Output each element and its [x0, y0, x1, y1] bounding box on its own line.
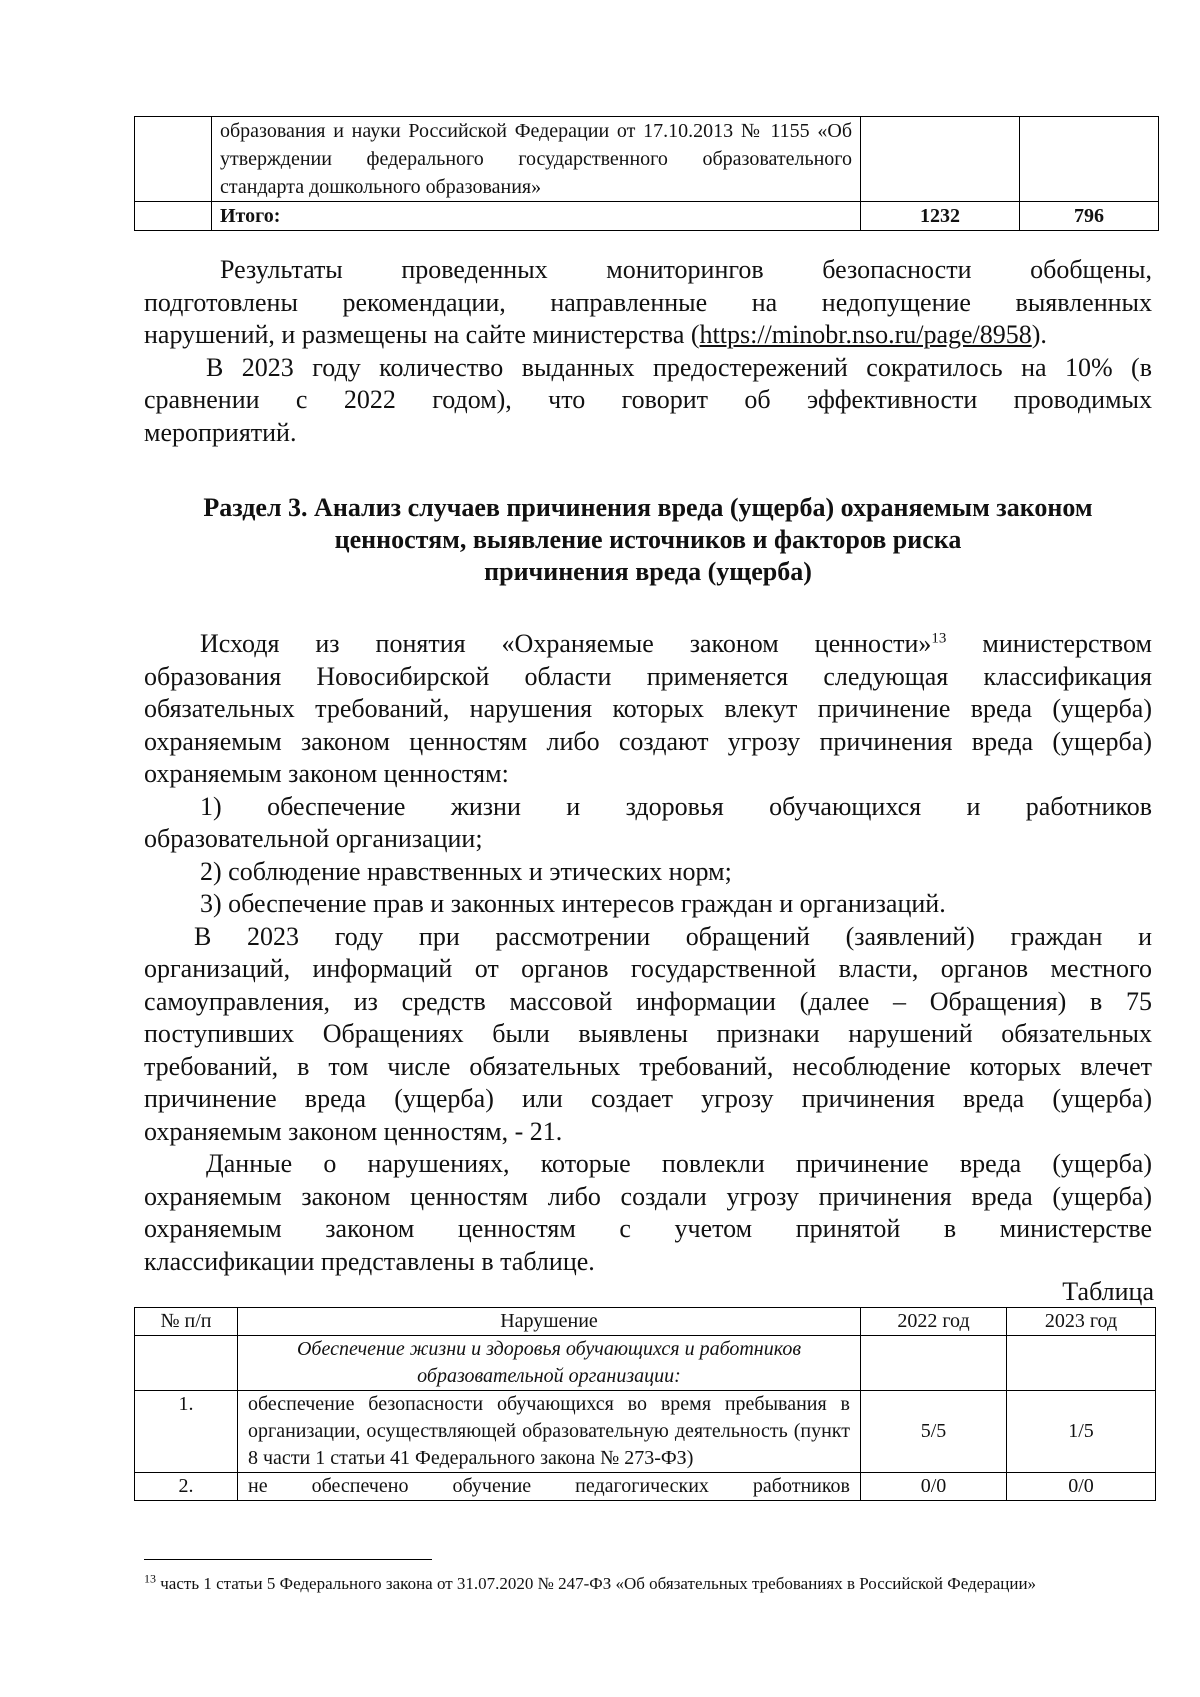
para3-line: образования Новосибирской области применяется следующая классификация: [144, 661, 1152, 691]
para1-last-line: [144, 319, 1152, 352]
table-subheader-row: [135, 1336, 1156, 1391]
para2-line: В 2023 году количество выданных предостережений сократилось на 10% (в: [206, 352, 1152, 382]
para1-text: нарушений, и размещены на сайте министерства (: [144, 320, 700, 349]
para4-line: В 2023 году при рассмотрении обращений (заявлений) граждан и: [194, 921, 1152, 951]
para1-text-end: ).: [1031, 320, 1047, 349]
footnote: [144, 1572, 1152, 1596]
para4-line: поступивших Обращениях были выявлены признаки нарушений обязательных: [144, 1019, 1152, 1048]
table-cell-empty: [135, 117, 212, 202]
table-row: [135, 117, 1159, 202]
para3-line: охраняемым законом ценностям либо создают угрозу причинения вреда (ущерба): [144, 726, 1152, 756]
para4-line: охраняемым законом ценностям, - 21.: [144, 1116, 563, 1146]
footnote-separator: [144, 1559, 432, 1560]
list-item-2: 2) соблюдение нравственных и этических норм;: [200, 856, 732, 886]
table-row-total: [135, 202, 1159, 231]
table-row: [135, 1391, 1156, 1473]
top-summary-table: [134, 116, 1159, 231]
table-caption: Таблица: [1062, 1277, 1154, 1306]
list-item-1: 1) обеспечение жизни и здоровья обучающихся и работников: [200, 791, 1152, 821]
table-cell-continued-text: образования и науки Российской Федерации от 17.10.2013 № 1155 «Об утверждении федерального государственного образовательного стандарта дошкольного образования»: [212, 117, 861, 202]
para1-line: Результаты проведенных мониторингов безопасности обобщены,: [220, 255, 1152, 284]
subheader-category: Обеспечение жизни и здоровья обучающихся и работников образовательной организации:: [238, 1336, 861, 1391]
section-heading-line: ценностям, выявление источников и факторов риска: [334, 525, 962, 554]
table-cell-empty: [1020, 117, 1159, 202]
para3-line: обязательных требований, нарушения которых влекут причинение вреда (ущерба): [144, 694, 1152, 723]
para5-line: классификации представлены в таблице.: [144, 1246, 595, 1276]
row-violation: не обеспечено обучение педагогических работников: [238, 1473, 861, 1501]
table-cell-empty: [861, 117, 1020, 202]
para3-text-end: министерством: [946, 629, 1152, 658]
para3-line: охраняемым законом ценностям:: [144, 759, 509, 788]
para3-text: Исходя из понятия «Охраняемые законом ценности»: [200, 629, 932, 658]
para3-first-line: [144, 628, 1152, 661]
header-num: № п/п: [135, 1308, 238, 1336]
table-cell-empty: [135, 202, 212, 231]
para4-line: самоуправления, из средств массовой информации (далее – Обращения) в 75: [144, 986, 1152, 1016]
footnote-text: часть 1 статьи 5 Федерального закона от 31.07.2020 № 247-ФЗ «Об обязательных требованиях в Российской Федерации»: [156, 1574, 1037, 1593]
footnote-ref[interactable]: 13: [931, 630, 947, 647]
section-heading-line: Раздел 3. Анализ случаев причинения вреда (ущерба) охраняемым законом: [203, 493, 1093, 522]
row-2023: 0/0: [1007, 1473, 1156, 1501]
table-header-row: [135, 1308, 1156, 1336]
para1-line: подготовлены рекомендации, направленные на недопущение выявленных: [144, 287, 1152, 317]
para2-line: сравнении с 2022 годом), что говорит об эффективности проводимых: [144, 385, 1152, 414]
para4-line: требований, в том числе обязательных требований, несоблюдение которых влечет: [144, 1051, 1152, 1081]
footnote-number: 13: [144, 1571, 156, 1586]
table-cell-empty: [135, 1336, 238, 1391]
para4-line: причинение вреда (ущерба) или создает угрозу причинения вреда (ущерба): [144, 1084, 1152, 1113]
total-2023: 796: [1020, 202, 1159, 231]
table-cell-empty: [1007, 1336, 1156, 1391]
para4-line: организаций, информаций от органов государственной власти, органов местного: [144, 954, 1152, 983]
body-text-main: [144, 628, 1152, 1278]
row-violation: [238, 1391, 861, 1473]
row-2023: 1/5: [1007, 1391, 1156, 1473]
ministry-site-link[interactable]: https://minobr.nso.ru/page/8958: [699, 320, 1032, 349]
para5-line: охраняемым законом ценностям с учетом принятой в министерстве: [144, 1214, 1152, 1243]
para5-line: Данные о нарушениях, которые повлекли причинение вреда (ущерба): [206, 1149, 1152, 1178]
table-cell-empty: [861, 1336, 1007, 1391]
para5-line: охраняемым законом ценностям либо создали угрозу причинения вреда (ущерба): [144, 1181, 1152, 1211]
violations-table: [134, 1307, 1156, 1501]
total-2022: 1232: [861, 202, 1020, 231]
row-violation-text: обеспечение безопасности обучающихся во время пребывания в организации, осуществляющей образовательную деятельность (пункт 8 части 1 статьи 41 Федерального закона № 273-ФЗ): [248, 1393, 850, 1469]
row-num: 1.: [135, 1391, 238, 1473]
total-label: Итого:: [212, 202, 861, 231]
header-2023: 2023 год: [1007, 1308, 1156, 1336]
body-text-top: [144, 254, 1152, 449]
para2-line: мероприятий.: [144, 417, 297, 447]
row-2022: 0/0: [861, 1473, 1007, 1501]
header-2022: 2022 год: [861, 1308, 1007, 1336]
list-item-1-cont: образовательной организации;: [144, 824, 483, 853]
row-2022: 5/5: [861, 1391, 1007, 1473]
list-item-3: 3) обеспечение прав и законных интересов граждан и организаций.: [200, 889, 946, 918]
table-row: [135, 1473, 1156, 1501]
row-num: 2.: [135, 1473, 238, 1501]
section-heading: [144, 492, 1152, 588]
header-violation: Нарушение: [238, 1308, 861, 1336]
section-heading-line: причинения вреда (ущерба): [484, 557, 812, 586]
